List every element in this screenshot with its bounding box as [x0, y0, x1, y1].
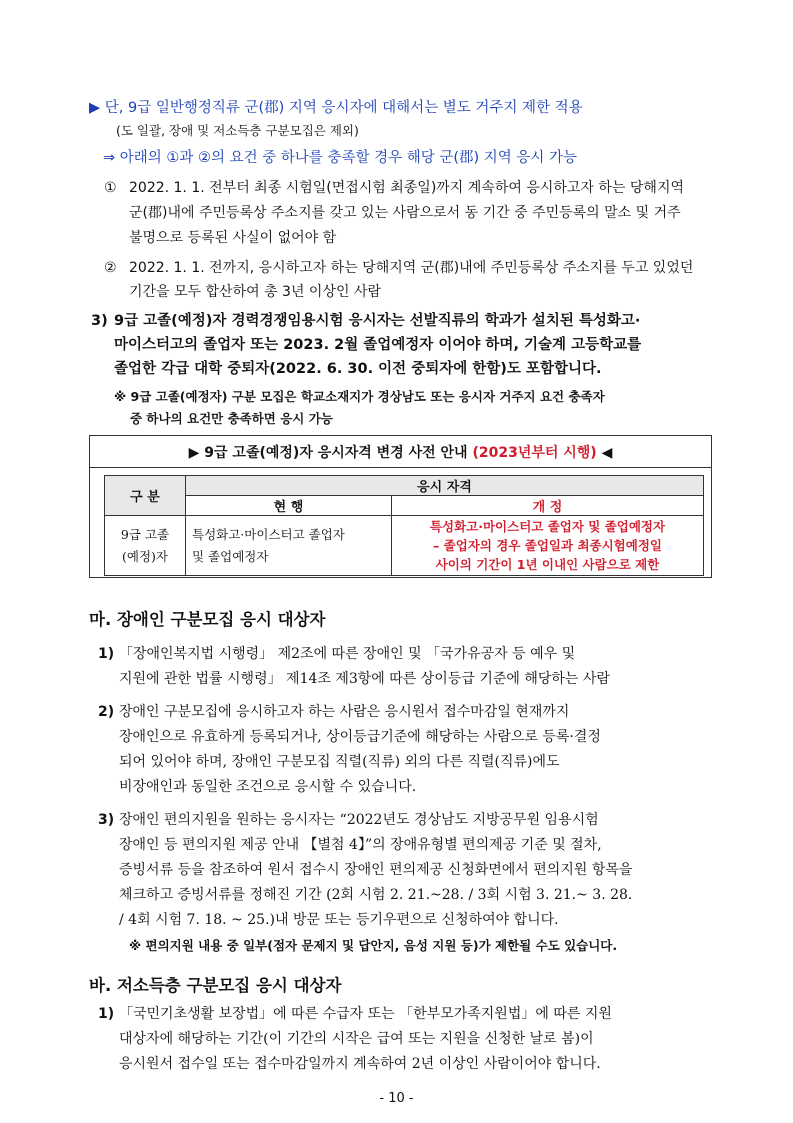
- ma-item-2-line: 장애인으로 유효하게 등록되거나, 상이등급기준에 해당하는 사람으로 등록·결정: [119, 729, 601, 745]
- residence-note-exception: (도 일괄, 장애 및 저소득층 구분모집은 제외): [116, 123, 359, 138]
- notice-title-highlight: (2023년부터 시행): [472, 445, 597, 461]
- ma-item-3-line: / 4회 시험 7. 18. ~ 25.)내 방문 또는 등기우편으로 신청하여야 합니다.: [119, 912, 559, 928]
- notice-divider: [89, 467, 712, 468]
- table-revised-line: – 졸업자의 경우 졸업일과 최종시험예정일: [433, 538, 662, 553]
- table-current-cell: [186, 516, 392, 576]
- condition-1-line: 불명으로 등록된 사실이 없어야 함: [129, 230, 337, 246]
- table-row-label-line: (예정)자: [122, 548, 168, 564]
- table-current-line: 및 졸업예정자: [192, 548, 269, 564]
- table-revised-line: 특성화고·마이스터고 졸업자 및 졸업예정자: [429, 519, 666, 534]
- qualification-table: [104, 475, 704, 576]
- ma-item-2-number: 2): [98, 704, 115, 720]
- table-revised-line: 사이의 기간이 1년 이내인 사람으로 제한: [435, 557, 660, 572]
- condition-2-line: 기간을 모두 합산하여 총 3년 이상인 사람: [129, 284, 381, 300]
- condition-1-line: 2022. 1. 1. 전부터 최종 시험일(면접시험 최종일)까지 계속하여 응시하고자 하는 당해지역: [129, 180, 684, 196]
- item-3-number: 3): [91, 313, 108, 329]
- table-row-label-line: 9급 고졸: [120, 526, 170, 542]
- condition-2-marker: ②: [104, 260, 117, 276]
- ma-item-3-number: 3): [98, 812, 115, 828]
- ma-item-1-line: 지원에 관한 법률 시행령」 제14조 제3항에 따른 상이등급 기준에 해당하는 사람: [119, 671, 610, 687]
- condition-intro: ⇒ 아래의 ①과 ②의 요건 중 하나를 충족할 경우 해당 군(郡) 지역 응시 가능: [103, 150, 578, 166]
- condition-2-line: 2022. 1. 1. 전까지, 응시하고자 하는 당해지역 군(郡)내에 주민등록상 주소지를 두고 있었던: [129, 260, 694, 276]
- table-revised-header: 개 정: [392, 496, 704, 516]
- item-3-line: 9급 고졸(예정)자 경력경쟁임용시험 응시자는 선발직류의 학과가 설치된 특성화고·: [114, 313, 641, 329]
- ma-note: ※ 편의지원 내용 중 일부(점자 문제지 및 답안지, 음성 지원 등)가 제한될 수도 있습니다.: [129, 938, 618, 953]
- item-3-note: ※ 9급 고졸(예정자) 구분 모집은 학교소재지가 경상남도 또는 응시자 거주지 요건 충족자: [114, 389, 605, 404]
- ba-item-1-line: 응시원서 접수일 또는 접수마감일까지 계속하여 2년 이상인 사람이어야 합니다.: [119, 1056, 601, 1072]
- section-ma-heading: 마. 장애인 구분모집 응시 대상자: [89, 610, 326, 629]
- ba-item-1-line: 대상자에 해당하는 기간(이 기간의 시작은 급여 또는 지원을 신청한 날로 봄)이: [119, 1031, 594, 1047]
- ma-item-3-line: 증빙서류 등을 참조하여 원서 접수시 장애인 편의제공 신청화면에서 편의지원 항목을: [119, 862, 633, 878]
- ma-item-3-line: 장애인 등 편의지원 제공 안내 【별첨 4】”의 장애유형별 편의제공 기준 및 절차,: [119, 837, 602, 853]
- ma-item-2-line: 되어 있어야 하며, 장애인 구분모집 직렬(직류) 외의 다른 직렬(직류)에도: [119, 754, 560, 770]
- ba-item-1-line: 「국민기초생활 보장법」에 따른 수급자 또는 「한부모가족지원법」에 따른 지원: [119, 1006, 612, 1022]
- ma-item-1-line: 「장애인복지법 시행령」 제2조에 따른 장애인 및 「국가유공자 등 예우 및: [119, 646, 576, 662]
- ba-item-1-number: 1): [98, 1006, 115, 1022]
- ma-item-2-line: 비장애인과 동일한 조건으로 응시할 수 있습니다.: [119, 779, 417, 795]
- item-3-note: 중 하나의 요건만 충족하면 응시 가능: [130, 411, 333, 426]
- table-current-line: 특성화고·마이스터고 졸업자: [192, 526, 345, 542]
- page-number: - 10 -: [379, 1091, 414, 1106]
- ma-item-1-number: 1): [98, 646, 115, 662]
- ma-item-2-line: 장애인 구분모집에 응시하고자 하는 사람은 응시원서 접수마감일 현재까지: [119, 704, 570, 720]
- table-col-header: 구 분: [105, 476, 186, 516]
- ma-item-3-line: 장애인 편의지원을 원하는 응시자는 “2022년도 경상남도 지방공무원 임용시험: [119, 812, 599, 828]
- table-revised-cell: [392, 516, 704, 576]
- condition-1-marker: ①: [104, 180, 117, 196]
- notice-title-end: ◀: [596, 445, 613, 461]
- item-3-line: 마이스터고의 졸업자 또는 2023. 2월 졸업예정자 이어야 하며, 기술계 고등학교를: [114, 337, 642, 353]
- ma-item-3-line: 체크하고 증빙서류를 정해진 기간 (2회 시험 2. 21.~28. / 3회 시험 3. 21.~ 3. 28.: [119, 887, 633, 903]
- notice-title-text: ▶ 9급 고졸(예정)자 응시자격 변경 사전 안내: [188, 445, 473, 461]
- residence-note: ▶ 단, 9급 일반행정직류 군(郡) 지역 응시자에 대해서는 별도 거주지 제한 적용: [89, 100, 583, 116]
- section-ba-heading: 바. 저소득층 구분모집 응시 대상자: [89, 976, 342, 995]
- notice-title: [89, 442, 712, 462]
- table-row-label: [105, 516, 186, 576]
- condition-1-line: 군(郡)내에 주민등록상 주소지를 갖고 있는 사람으로서 동 기간 중 주민등록의 말소 및 거주: [129, 205, 681, 221]
- table-group-header: 응시 자격: [186, 476, 704, 496]
- item-3-line: 졸업한 각급 대학 중퇴자(2022. 6. 30. 이전 중퇴자에 한함)도 포함합니다.: [114, 361, 602, 377]
- table-current-header: 현 행: [186, 496, 392, 516]
